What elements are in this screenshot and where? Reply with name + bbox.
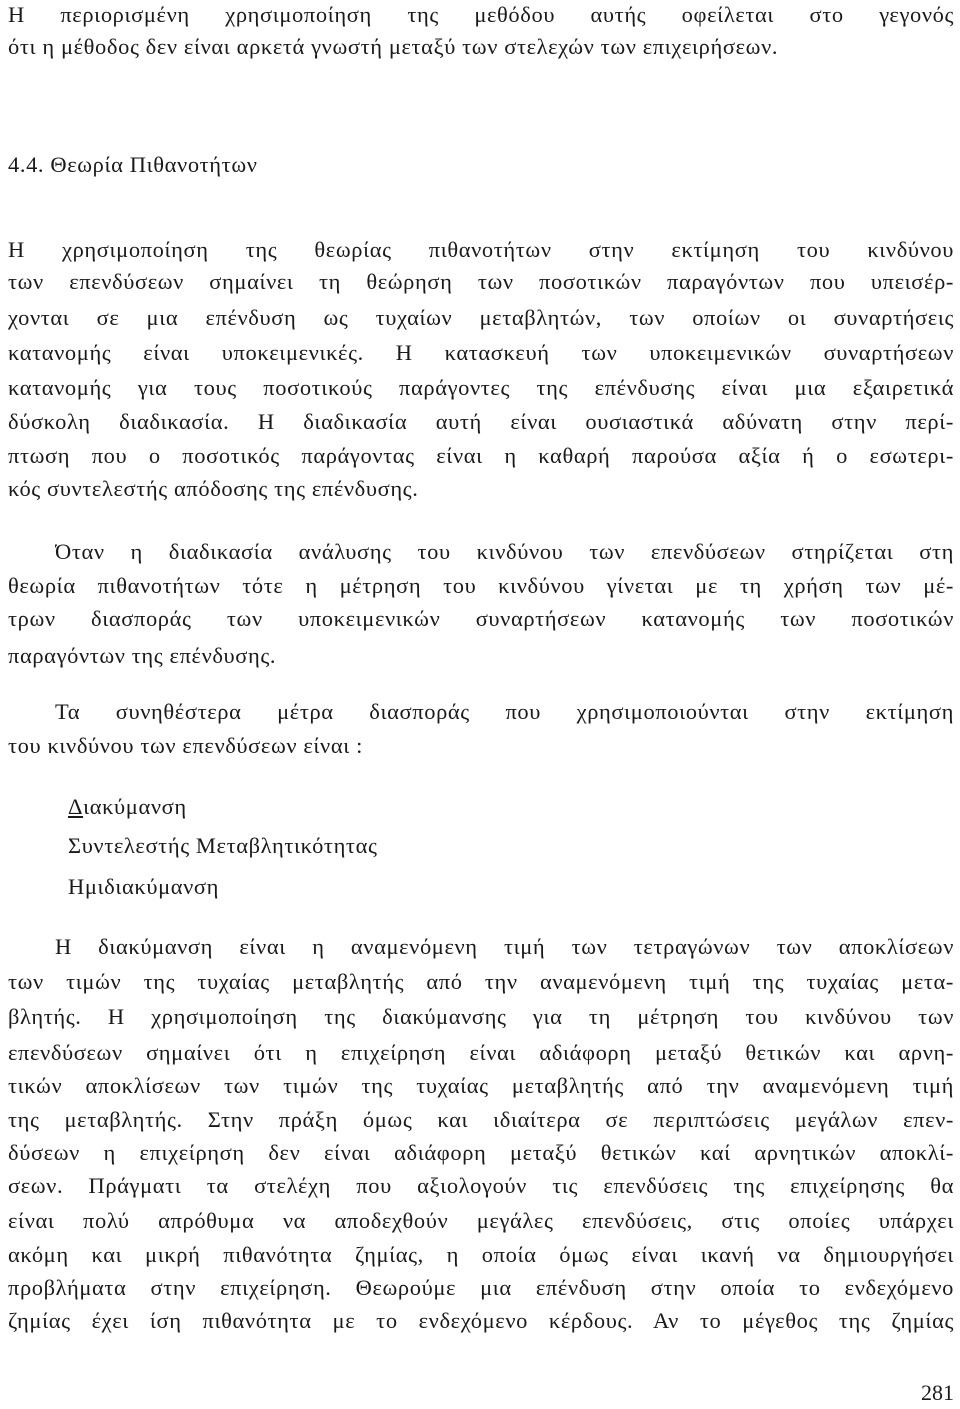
text-line: είναι πολύ απρόθυμα να αποδεχθούν μεγάλες επενδύσεις, στις οποίες υπάρχει [8,1208,954,1233]
text-line: δύσεων η επιχείρηση δεν είναι αδιάφορη μεταξύ θετικών καί αρνητικών αποκλί- [8,1140,954,1165]
text-line: τικών αποκλίσεων των τιμών της τυχαίας μεταβλητής από την αναμενόμενη τιμή [8,1073,954,1098]
text-line: Η περιορισμένη χρησιμοποίηση της μεθόδου αυτής οφείλεται στο γεγονός [8,2,954,27]
text-line: ακόμη και μικρή πιθανότητα ζημίας, η οποία όμως είναι ικανή να δημιουργήσει [8,1242,954,1267]
text-line: των επενδύσεων σημαίνει τη θεώρηση των ποσοτικών παραγόντων που υπεισέρ- [8,269,954,294]
text-line: θεωρία πιθανοτήτων τότε η μέτρηση του κινδύνου γίνεται με τη χρήση των μέ- [8,573,954,598]
text-line: προβλήματα στην επιχείρηση. Θεωρούμε μια επένδυση στην οποία το ενδεχόμενο [8,1275,954,1300]
list-item-coefficient-of-variation: Συντελεστής Μεταβλητικότητας [68,833,378,858]
text-line: δύσκολη διαδικασία. Η διαδικασία αυτή είναι ουσιαστικά αδύνατη στην περί- [8,409,954,434]
text-line: των τιμών της τυχαίας μεταβλητής από την αναμενόμενη τιμή της τυχαίας μετα- [8,969,954,994]
text-line: ότι η μέθοδος δεν είναι αρκετά γνωστή μεταξύ των στελεχών των επιχειρήσεων. [8,34,779,59]
text-line: κατανομής για τους ποσοτικούς παράγοντες της επένδυσης είναι μια εξαιρετικά [8,375,954,400]
page-number: 281 [921,1380,954,1405]
section-heading: 4.4. Θεωρία Πιθανοτήτων [8,152,258,177]
list-item-variance: Διακύμανση [68,794,187,819]
text-line: χονται σε μια επένδυση ως τυχαίων μεταβλητών, των οποίων οι συναρτήσεις [8,305,954,330]
text-line: της μεταβλητής. Στην πράξη όμως και ιδιαίτερα σε περιπτώσεις μεγάλων επεν- [8,1107,954,1132]
text-line: Όταν η διαδικασία ανάλυσης του κινδύνου των επενδύσεων στηρίζεται στη [55,539,954,564]
text-line: Η χρησιμοποίηση της θεωρίας πιθανοτήτων στην εκτίμηση του κινδύνου [8,237,954,262]
text-line: Τα συνηθέστερα μέτρα διασποράς που χρησιμοποιούνται στην εκτίμηση [55,699,954,724]
text-line: κός συντελεστής απόδοσης της επένδυσης. [8,476,419,501]
text-line: παραγόντων της επένδυσης. [8,643,277,668]
text-line: πτωση που ο ποσοτικός παράγοντας είναι η καθαρή παρούσα αξία ή ο εσωτερι- [8,443,954,468]
list-item-semivariance: Ημιδιακύμανση [68,874,220,899]
text-line: του κινδύνου των επενδύσεων είναι : [8,733,363,758]
text-line: βλητής. Η χρησιμοποίηση της διακύμανσης για τη μέτρηση του κινδύνου των [8,1004,954,1029]
text-line: Η διακύμανση είναι η αναμενόμενη τιμή των τετραγώνων των αποκλίσεων [55,934,954,959]
text-line: σεων. Πράγματι τα στελέχη που αξιολογούν τις επενδύσεις της επιχείρησης θα [8,1173,954,1198]
text-line: τρων διασποράς των υποκειμενικών συναρτήσεων κατανομής των ποσοτικών [8,606,954,631]
text-line: ζημίας έχει ίση πιθανότητα με το ενδεχόμενο κέρδους. Αν το μέγεθος της ζημίας [8,1308,954,1333]
text-line: κατανομής είναι υποκειμενικές. Η κατασκευή των υποκειμενικών συναρτήσεων [8,340,954,365]
text-line: επενδύσεων σημαίνει ότι η επιχείρηση είναι αδιάφορη μεταξύ θετικών και αρνη- [8,1040,954,1065]
